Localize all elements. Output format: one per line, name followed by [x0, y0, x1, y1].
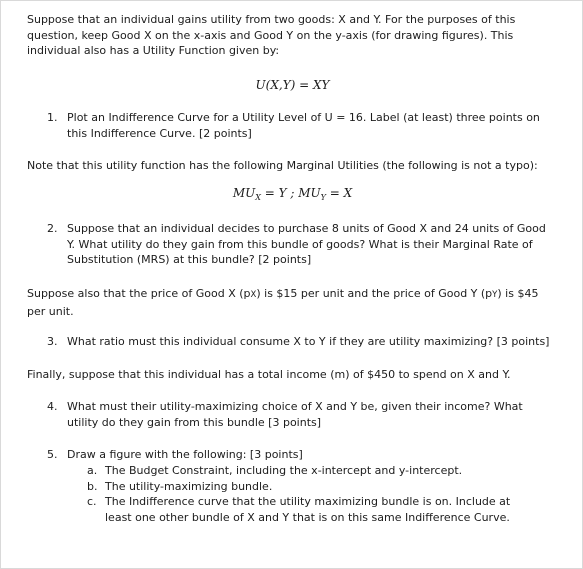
- question-number: 4.: [47, 400, 58, 413]
- question-text: Draw a figure with the following: [3 points]: [67, 448, 303, 461]
- question-number: 5.: [47, 448, 58, 461]
- question-4: [47, 399, 552, 430]
- item-letter: a.: [87, 464, 98, 477]
- question-number: 3.: [47, 335, 58, 348]
- question-5: [47, 447, 552, 463]
- question-3: [47, 334, 552, 350]
- question-number: 1.: [47, 111, 58, 124]
- item-letter: b.: [87, 479, 98, 493]
- list-item: [87, 479, 537, 495]
- question-2: [47, 221, 552, 268]
- item-text: The Indifference curve that the utility maximizing bundle is on. Include at least one other bundle of X and Y that is on this same Indifference Curve.: [105, 495, 511, 524]
- mu-y-subscript: Y: [320, 193, 326, 202]
- question-number: 2.: [47, 222, 58, 235]
- income-paragraph: Finally, suppose that this individual has a total income (m) of $450 to spend on X and Y.: [27, 368, 511, 381]
- mu-x-subscript: X: [255, 193, 261, 202]
- question-text: Suppose that an individual decides to purchase 8 units of Good X and 24 units of Good Y. What utility do they gain from this bundle of goods? What is their Marginal Rate of Substitution (MRS) at this bundle? [2 points]: [67, 222, 546, 266]
- mu-x-label: MU: [232, 186, 256, 200]
- prices-text-2: ) is $15 per unit and the price of Good Y (p: [256, 287, 493, 300]
- item-text: The utility-maximizing bundle.: [105, 479, 273, 493]
- marginal-utilities-equation: [1, 186, 583, 202]
- question-text: What must their utility-maximizing choice of X and Y be, given their income? What utility do they gain from this bundle [3 points]: [67, 400, 523, 429]
- mu-x-rhs: = Y ;: [260, 186, 299, 200]
- question-text: Plot an Indifference Curve for a Utility Level of U = 16. Label (at least) three points on this Indifference Curve. [2 points]: [67, 111, 540, 140]
- question-1: [47, 110, 552, 141]
- py-subscript: Y: [492, 290, 498, 300]
- mu-y-label: MU: [298, 186, 321, 200]
- list-item: [87, 494, 537, 525]
- intro-paragraph: Suppose that an individual gains utility from two goods: X and Y. For the purposes of this question, keep Good X on the x-axis and Good Y on the y-axis (for drawing figures). This individual also has a Utility Function given by:: [27, 13, 516, 57]
- mu-y-rhs: = X: [325, 186, 353, 200]
- utility-function-equation: U(X,Y) = XY: [255, 78, 330, 92]
- list-item: [87, 463, 537, 479]
- prices-text-1: Suppose also that the price of Good X (p: [27, 287, 251, 300]
- question-5-sublist: [87, 463, 537, 525]
- item-letter: c.: [87, 495, 97, 508]
- note-paragraph: Note that this utility function has the following Marginal Utilities (the following is not a typo):: [27, 159, 538, 172]
- prices-text-3: ) is $45 per unit.: [27, 287, 539, 318]
- item-text: The Budget Constraint, including the x-intercept and y-intercept.: [105, 464, 463, 477]
- prices-paragraph: [27, 286, 557, 319]
- px-subscript: X: [250, 290, 257, 300]
- question-text: What ratio must this individual consume X to Y if they are utility maximizing? [3 points]: [67, 335, 550, 348]
